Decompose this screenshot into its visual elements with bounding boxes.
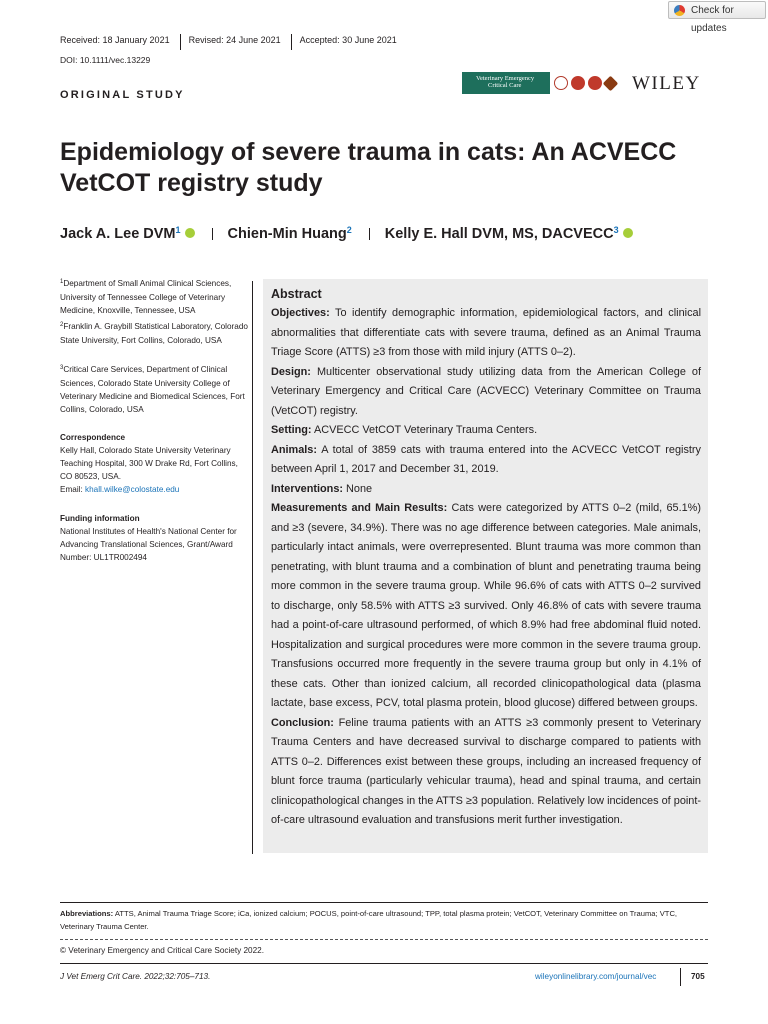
section-text: Cats were categorized by ATTS 0–2 (mild, 65.1%) and ≥3 (severe, 34.9%). There was no age difference between categories. Male animals, particularly intact animals, were overrepresented. Blunt trauma was more common than penetrating, with blunt trauma and a combination of blunt and penetrating trauma being more common in the severe trauma group. While 96.6% of cats with ATTS 0–2 survived to discharge, only 58.5% with ATTS ≥3 survived. Only 46.8% of cats with severe trauma had a point-of-care ultrasound performed, of which 8.9% had free abdominal fluid noted. Hospitalization and surgical procedures were more common in the severe trauma group. Transfusions occurred more frequently in the severe trauma group but only in 4.1% of these cats. Other than ionized calcium, all recorded clinicopathological data (plasma lactate, base excess, PCV, total plasma protein, blood glucose) differed between groups. xyxy=(271,502,701,709)
email-label: Email: xyxy=(60,484,83,494)
author-name: Chien-Min Huang xyxy=(227,226,347,242)
abstract-panel xyxy=(263,279,708,853)
section-text: None xyxy=(346,482,373,495)
journal-citation: J Vet Emerg Crit Care. 2022;32:705–713. xyxy=(60,972,211,981)
abstract-interventions xyxy=(271,480,701,500)
affiliation-text: Department of Small Animal Clinical Sciences, University of Tennessee College of Veterinary Medicine, Knoxville, Tennessee, USA xyxy=(60,279,232,315)
correspondence xyxy=(60,432,250,497)
abstract-design xyxy=(271,363,701,422)
section-text: To identify demographic information, epidemiological factors, and clinical abnormalities that differentiate cats with severe trauma, defined as an Animal Trauma Triage Score (ATTS) ≥3 from those with mild injury (ATTS 0–2). xyxy=(271,307,701,358)
author-3[interactable] xyxy=(385,226,619,242)
abstract-setting xyxy=(271,421,701,441)
copyright: © Veterinary Emergency and Critical Care Society 2022. xyxy=(60,946,264,955)
section-label: Design: xyxy=(271,365,311,378)
journal-url-link[interactable]: wileyonlinelibrary.com/journal/vec xyxy=(535,972,657,981)
author-1[interactable] xyxy=(60,226,181,242)
footnote-rule xyxy=(60,902,708,903)
author-affiliation-ref: 1 xyxy=(175,225,181,235)
section-label: Measurements and Main Results: xyxy=(271,502,448,514)
affiliation-number: 3 xyxy=(60,365,64,371)
section-text: A total of 3859 cats with trauma entered into the ACVECC VetCOT registry between April 1, 2017 and December 31, 2019. xyxy=(271,443,701,475)
correspondence-text: Kelly Hall, Colorado State University Veterinary Teaching Hospital, 300 W Drake Rd, Fort Collins, CO 80523, USA. xyxy=(60,445,238,481)
section-text: Multicenter observational study utilizing data from the American College of Veterinary Emergency and Critical Care (ACVECC) Veterinary Committee on Trauma (VetCOT) registry. xyxy=(271,365,701,417)
author-separator xyxy=(212,228,213,240)
received-date: Received: 18 January 2021 xyxy=(60,34,181,50)
abstract-results xyxy=(271,499,701,714)
author-affiliation-ref: 2 xyxy=(346,225,352,235)
author-name: Jack A. Lee DVM xyxy=(60,226,176,242)
abstract-objectives xyxy=(271,304,701,363)
check-for-updates-label: Check for updates xyxy=(691,5,734,34)
abbreviations xyxy=(60,908,708,933)
correspondence-heading: Correspondence xyxy=(60,433,126,442)
section-label: Interventions: xyxy=(271,482,344,495)
orcid-icon[interactable] xyxy=(185,228,195,238)
affiliation-text: Critical Care Services, Department of Clinical Sciences, Colorado State University College of Veterinary Medicine and Biomedical Sciences, Fort Collins, Colorado, USA xyxy=(60,365,245,414)
journal-logo-line-2: Critical Care xyxy=(488,82,522,89)
abstract-conclusion xyxy=(271,714,701,831)
society-seal-icon xyxy=(554,76,568,90)
revised-date: Revised: 24 June 2021 xyxy=(189,34,292,50)
section-label: Conclusion: xyxy=(271,716,334,729)
column-divider xyxy=(252,281,253,854)
article-type: ORIGINAL STUDY xyxy=(60,89,185,101)
society-badge-icon xyxy=(571,76,585,90)
accepted-date: Accepted: 30 June 2021 xyxy=(299,35,397,45)
author-name: Kelly E. Hall DVM, MS, DACVECC xyxy=(384,226,614,242)
affiliation-number: 1 xyxy=(60,279,64,285)
section-text: ACVECC VetCOT Veterinary Trauma Centers. xyxy=(313,424,538,436)
doi[interactable]: DOI: 10.1111/vec.13229 xyxy=(60,55,151,65)
article-title: Epidemiology of severe trauma in cats: An ACVECC VetCOT registry study xyxy=(60,138,677,197)
section-text: Feline trauma patients with an ATTS ≥3 commonly present to Veterinary Trauma Centers and have decreased survival to discharge compared to patients with ATTS 0–2. Differences exist between these groups, including an increased frequency of blunt force trauma (particularly vehicular trauma), head and spinal trauma, and certain clinicopathological changes in the ATTS ≥3 population. Relatively low incidences of point-of-care ultrasound evaluation and transfusions merit further investigation. xyxy=(271,716,701,826)
funding-information xyxy=(60,513,250,565)
journal-logo xyxy=(462,72,550,94)
author-2[interactable] xyxy=(228,226,352,242)
abbreviations-text: ATTS, Animal Trauma Triage Score; iCa, ionized calcium; POCUS, point-of-care ultrasound; TPP, total plasma protein; VetCOT, Veterinary Committee on Trauma; VTC, Veterinary Trauma Center. xyxy=(60,909,678,931)
correspondence-email-link[interactable]: khall.wilke@colostate.edu xyxy=(85,484,180,494)
funding-text: National Institutes of Health's National Center for Advancing Translational Sciences, Grant/Award Number: UL1TR002494 xyxy=(60,526,237,562)
affiliation-number: 2 xyxy=(60,322,64,328)
page-number: 705 xyxy=(691,972,705,981)
affiliation-2 xyxy=(60,321,250,348)
page-number-separator xyxy=(680,968,681,986)
affiliation-3 xyxy=(60,364,250,417)
author-affiliation-ref: 3 xyxy=(613,225,619,235)
affiliation-1 xyxy=(60,278,250,318)
orcid-icon[interactable] xyxy=(623,228,633,238)
section-label: Animals: xyxy=(271,443,317,456)
article-dates xyxy=(60,34,415,50)
affiliation-text: Franklin A. Graybill Statistical Laboratory, Colorado State University, Fort Collins, Colorado, USA xyxy=(60,322,248,345)
publisher-logo: WILEY xyxy=(632,73,701,94)
funding-heading: Funding information xyxy=(60,514,140,523)
footer-rule xyxy=(60,963,708,964)
crossmark-icon xyxy=(674,5,685,16)
society-emblem-icon xyxy=(588,76,602,90)
abbreviations-label: Abbreviations: xyxy=(60,909,114,918)
author-separator xyxy=(369,228,370,240)
author-list xyxy=(60,226,633,242)
section-label: Objectives: xyxy=(271,307,330,319)
dashed-divider xyxy=(60,939,708,940)
section-label: Setting: xyxy=(271,424,312,436)
journal-logo-line-1: Veterinary Emergency xyxy=(476,75,535,82)
abstract-heading: Abstract xyxy=(271,287,322,301)
society-cross-icon xyxy=(603,75,619,91)
abstract-animals xyxy=(271,441,701,480)
check-for-updates-button[interactable] xyxy=(668,1,766,34)
society-logos xyxy=(554,72,628,94)
